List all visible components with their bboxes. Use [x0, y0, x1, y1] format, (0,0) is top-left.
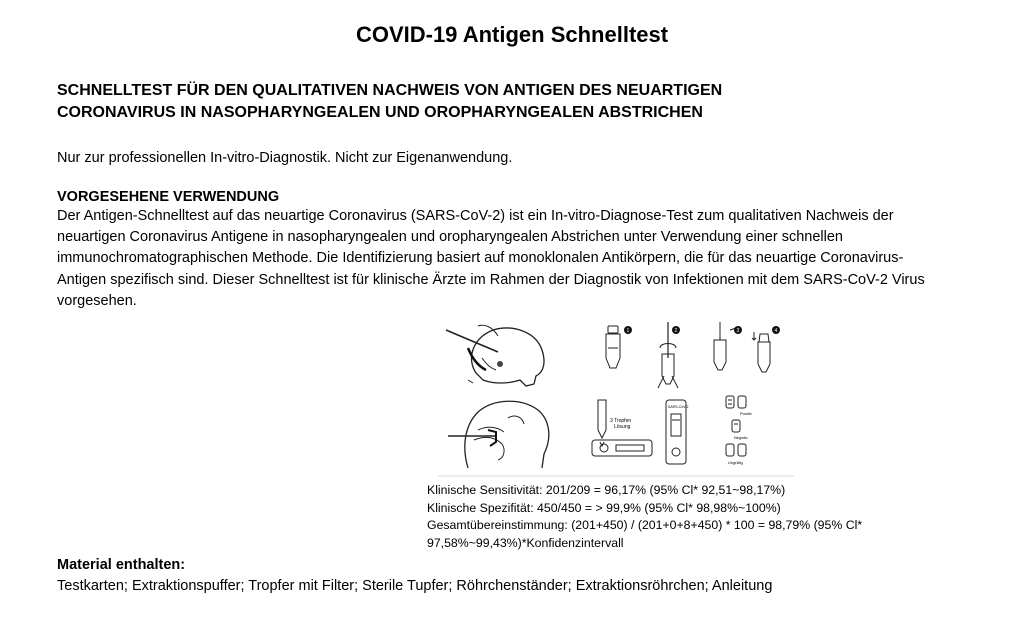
- paragraph-line: vorgesehen.: [57, 292, 137, 309]
- usage-note: Nur zur professionellen In-vitro-Diagnostik. Nicht zur Eigenanwendung.: [57, 150, 513, 166]
- document-title: COVID-19 Antigen Schnelltest: [355, 22, 669, 47]
- drops-label: 3 Tropfen: [610, 418, 632, 424]
- sensitivity-line: Klinische Sensitivität: 201/209 = 96,17% (95% Cl* 92,51~98,17%): [427, 483, 786, 497]
- agreement-line: 97,58%~99,43%)*Konfidenzintervall: [427, 535, 624, 550]
- paragraph-line: immunochromatographischen Methode. Die Identifizierung basiert auf monoklonalen Antikörpern, die für das neuartige Coronavirus-: [57, 250, 904, 267]
- step-number: 3: [736, 328, 740, 334]
- drops-label: Lösung: [614, 424, 631, 430]
- materials-heading: Material enthalten:: [57, 557, 186, 573]
- paragraph-line: Der Antigen-Schnelltest auf das neuartige Coronavirus (SARS-CoV-2) ist ein In-vitro-Diagnose-Test zum qualitativen Nachweis der: [57, 208, 894, 224]
- step-number: 1: [626, 328, 630, 334]
- procedure-illustration: [438, 318, 794, 478]
- materials-list: Testkarten; Extraktionspuffer; Tropfer mit Filter; Sterile Tupfer; Röhrchenständer; Extraktionsröhrchen; Anleitung: [57, 578, 773, 594]
- intended-use-heading: VORGESEHENE VERWENDUNG: [57, 189, 280, 205]
- step-number: 4: [774, 328, 778, 334]
- paragraph-line: neuartigen Coronavirus Antigene in nasopharyngealen und oropharyngealen Abstrichen unter Verwendung einer schnellen: [57, 229, 843, 246]
- result-negative-label: Negativ: [734, 435, 748, 440]
- subtitle-line: SCHNELLTEST FÜR DEN QUALITATIVEN NACHWEIS VON ANTIGEN DES NEUARTIGEN: [57, 82, 723, 99]
- result-positive-label: Positiv: [740, 411, 752, 416]
- step-number: 2: [674, 328, 678, 334]
- specificity-line: Klinische Spezifität: 450/450 = > 99,9% (95% Cl* 98,98%~100%): [427, 500, 781, 515]
- dropper-illustration: [598, 400, 606, 446]
- subtitle-line: CORONAVIRUS IN NASOPHARYNGEALEN UND OROPHARYNGEALEN ABSTRICHEN: [57, 104, 703, 121]
- agreement-line: Gesamtübereinstimmung: (201+450) / (201+0+8+450) * 100 = 98,79% (95% Cl*: [427, 518, 863, 532]
- throat-swab-illustration: [448, 401, 549, 468]
- results-illustration: [726, 396, 746, 456]
- paragraph-line: Antigen spezifisch sind. Dieser Schnelltest ist für klinische Ärzte im Rahmen der Diagnostik von Infektionen mit dem SARS-CoV-2 Virus: [57, 271, 925, 288]
- nasal-swab-illustration: [446, 325, 544, 386]
- result-invalid-label: Ungültig: [728, 460, 743, 465]
- cassette-label: SARS-CoV-2: [668, 405, 689, 409]
- document-subtitle: [57, 80, 957, 124]
- clinical-statistics: [427, 482, 947, 552]
- intended-use-paragraph: [57, 206, 977, 312]
